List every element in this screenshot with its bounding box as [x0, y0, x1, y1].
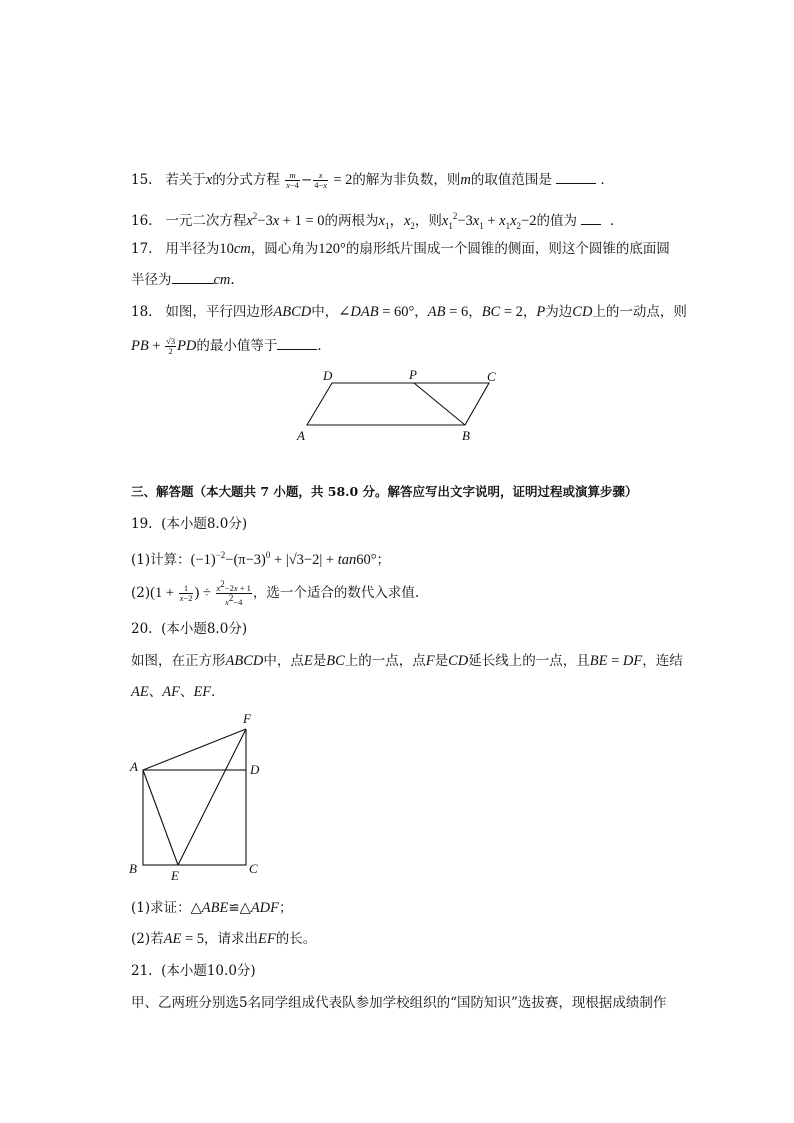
question-15: 15. 若关于x的分式方程 $\frac{m}{x-4}$ − $\frac{x}{4-x}$ = 2的解为非负数，则m的取值范围是 ．	[131, 170, 614, 190]
answer-blank	[277, 336, 317, 350]
segment-pb	[414, 383, 465, 425]
question-20-text-2: AE、AF、EF．	[131, 684, 225, 700]
question-16: 16. 一元二次方程$x^2-3x + 1 = 0$的两根为$x_1$，$x_2$，则$x_1^2-3x_1 + x_1x_2-2$的值为 ．	[131, 211, 624, 231]
answer-blank	[581, 211, 601, 225]
segment-af	[143, 729, 246, 770]
label-e: E	[171, 868, 179, 883]
fraction: $\frac{m}{x-4}$	[286, 170, 299, 190]
label-b: B	[462, 428, 470, 443]
question-21-text: 甲、乙两班分别选5名同学组成代表队参加学校组织的“国防知识”选拔赛，现根据成绩制作	[131, 995, 667, 1011]
question-20-text: 如图，在正方形ABCD中，点E是BC上的一点，点F是CD延长线上的一点，且BE = DF，连结	[131, 653, 683, 669]
label-d: D	[250, 762, 260, 777]
question-20-part-2: (2)若AE = 5，请求出EF的长。	[131, 931, 317, 947]
question-20-part-1: (1)求证：△ABE≌△ADF；	[131, 900, 293, 916]
question-19-part-1: (1)计算：$(-1)^{-2}-(\pi-3)^0 + |√3-2| + \tan 60^\circ$；	[131, 550, 391, 568]
question-20-header: 20. (本小题8.0分)	[131, 621, 248, 637]
fraction: $\frac{x}{4-x}$	[314, 170, 328, 190]
segment-ef	[178, 729, 246, 865]
fraction: $\frac{√3}{2}$	[166, 336, 176, 356]
answer-blank	[172, 270, 214, 284]
label-c: C	[487, 369, 496, 384]
question-19-header: 19. (本小题8.0分)	[131, 516, 248, 532]
label-p: P	[409, 367, 417, 382]
label-b: B	[129, 861, 137, 876]
question-18: 18. 如图，平行四边形ABCD中，∠DAB = 60°，AB = 6，BC = 2，P为边CD上的一动点，则	[131, 304, 687, 320]
label-a: A	[130, 759, 138, 774]
fraction: $\frac{1}{x-2}$	[179, 582, 193, 603]
segment-ae	[143, 770, 178, 865]
label-f: F	[243, 711, 251, 726]
question-17: 17. 用半径为10cm，圆心角为120°的扇形纸片围成一个圆锥的侧面，则这个圆锥的底面圆	[131, 241, 670, 257]
label-c: C	[249, 861, 258, 876]
fraction: $\frac{x^2-2x + 1}{x^2-4}$	[216, 579, 251, 607]
parallelogram-abcd	[307, 383, 489, 425]
answer-blank	[556, 170, 596, 184]
section-3-title: 三、解答题（本大题共 7 小题，共 58.0 分。解答应写出文字说明，证明过程或演算步骤）	[131, 484, 638, 499]
question-21-header: 21. (本小题10.0分)	[131, 963, 256, 979]
question-17-line-2: 半径为 cm.	[131, 272, 235, 288]
question-18-line-2: PB + $\frac{√3}{2}$ PD的最小值等于 ．	[131, 336, 331, 356]
label-a: A	[297, 428, 305, 443]
label-d: D	[323, 368, 333, 383]
question-19-part-2: (2)(1 + $\frac{1}{x-2}$ ) ÷ $\frac{x^2-2x + 1}{x^2-4}$ ，选一个适合的数代入求值.	[131, 579, 420, 607]
square-abcd	[143, 770, 246, 865]
